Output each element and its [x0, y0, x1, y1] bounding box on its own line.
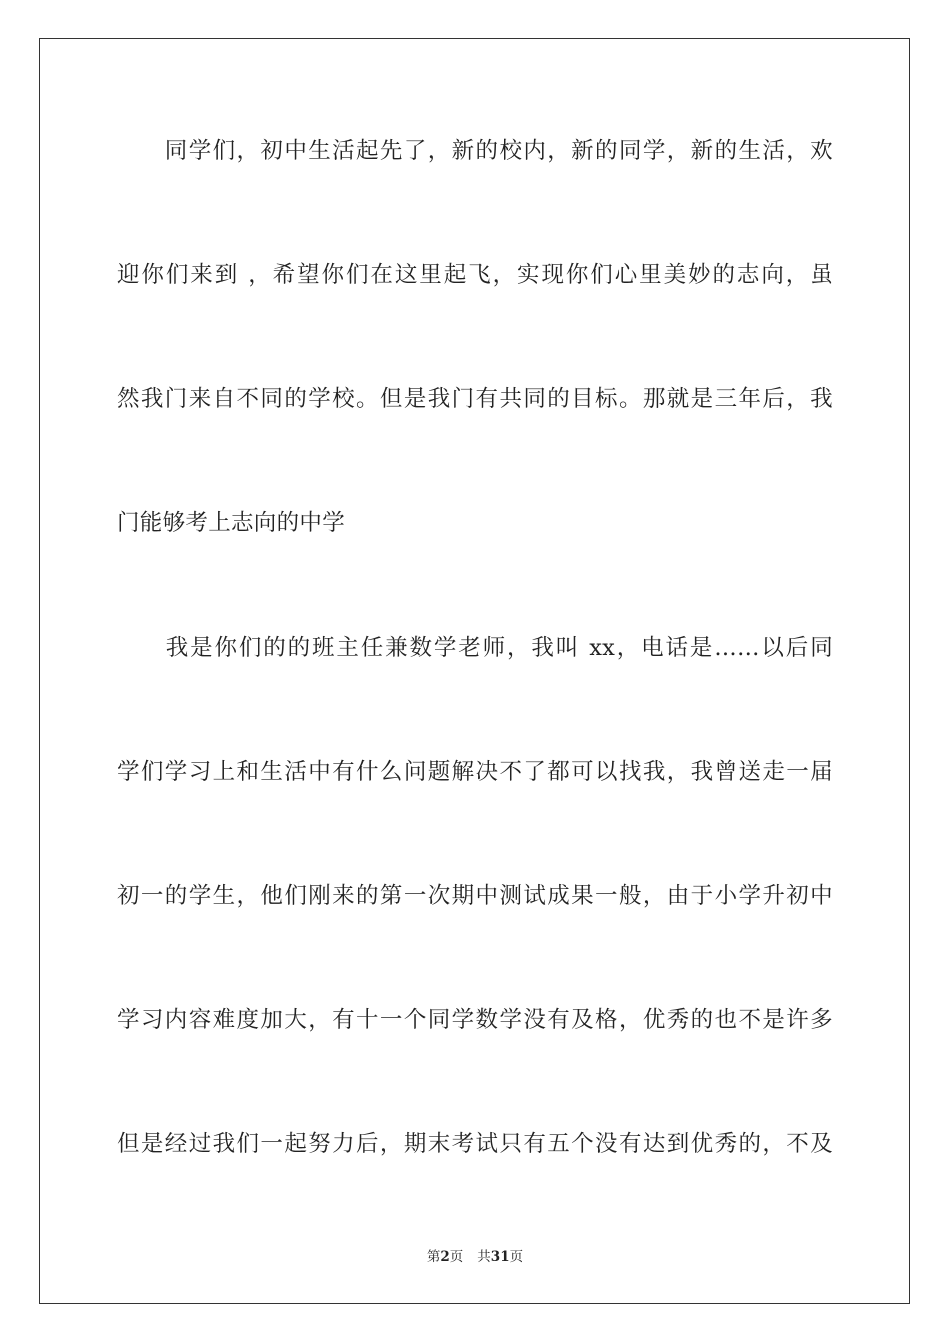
page-border [39, 38, 910, 1304]
text-line: 学们学习上和生活中有什么问题解决不了都可以找我，我曾送走一届 [117, 759, 833, 785]
total-pages: 31 [490, 1249, 510, 1265]
page-prefix: 第 [426, 1249, 441, 1265]
text-line: 但是经过我们一起努力后，期末考试只有五个没有达到优秀的，不及 [117, 1131, 833, 1157]
text-line: 门能够考上志向的中学 [117, 510, 346, 536]
text-line: 我是你们的的班主任兼数学老师，我叫 xx，电话是……以后同 [117, 635, 833, 661]
text-line: 同学们，初中生活起先了，新的校内，新的同学，新的生活，欢 [117, 138, 833, 164]
text-line: 学习内容难度加大，有十一个同学数学没有及格，优秀的也不是许多 [117, 1007, 833, 1033]
page-footer [0, 1247, 950, 1267]
page-suffix: 页 [449, 1249, 464, 1265]
total-suffix: 页 [509, 1249, 524, 1265]
text-line: 初一的学生，他们刚来的第一次期中测试成果一般，由于小学升初中 [117, 883, 833, 909]
total-prefix: 共 [477, 1249, 491, 1265]
text-line: 然我门来自不同的学校。但是我门有共同的目标。那就是三年后，我 [117, 386, 833, 412]
page-number: 2 [440, 1249, 450, 1265]
text-line: 迎你们来到 ，希望你们在这里起飞，实现你们心里美妙的志向，虽 [117, 262, 833, 288]
